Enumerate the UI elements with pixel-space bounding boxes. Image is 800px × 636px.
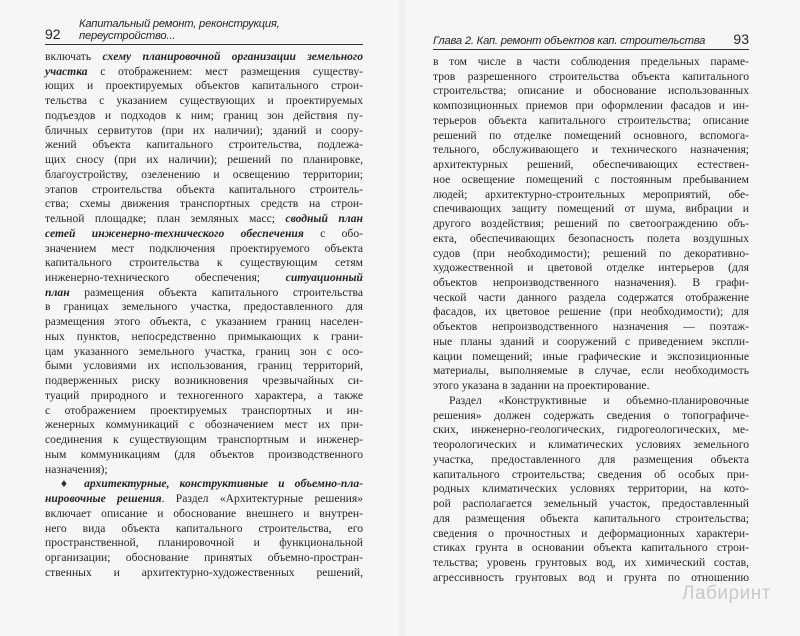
body-text: объектов непроизводственного назначения — поэтаж-: [433, 320, 749, 334]
text-line: [433, 276, 749, 291]
body-text: пространственной, планировочной и функциональной: [45, 536, 363, 550]
text-line: [45, 271, 363, 286]
emphasized-text: схему планировочной организации земельного: [102, 50, 363, 63]
text-line: [45, 242, 363, 257]
body-text: судов (при необходимости); решений по декоративно-: [433, 246, 749, 260]
text-line: [45, 566, 363, 581]
body-text: капитального строительства к существующим сетям: [45, 256, 363, 270]
body-text: размещения этого объекта, с указанием границ населен-: [45, 315, 363, 329]
body-text: включает описание и обоснование внешнего и внутрен-: [45, 506, 363, 520]
text-line: [45, 50, 363, 65]
text-line: [45, 256, 363, 271]
body-text: фасадов, их цветовое решение (при необходимости); для: [433, 305, 749, 319]
body-text: спечивающих защиту помещений от шума, вибрации и: [433, 202, 749, 216]
text-line: [45, 168, 363, 183]
text-line: [45, 551, 363, 566]
book-gutter: [398, 0, 406, 636]
text-line: [433, 556, 749, 571]
text-line: [433, 394, 749, 409]
text-line: [45, 418, 363, 433]
text-line: [433, 350, 749, 365]
body-text: с обо-: [303, 226, 363, 240]
text-line: [433, 247, 749, 262]
text-line: [433, 335, 749, 350]
body-text: композиционных приемов при оформлении фасадов и ин-: [433, 99, 749, 113]
text-line: [433, 497, 749, 512]
text-line: [45, 79, 363, 94]
body-text: быми условиями их использования, границ территорий,: [45, 359, 363, 373]
body-text: объектов непроизводственного назначения). В графи-: [433, 276, 749, 290]
body-text: ческой части данного раздела содержатся отображение: [433, 290, 749, 304]
body-text: ства; схемы движения транспортных средств на строи-: [45, 197, 363, 211]
text-line: [433, 84, 749, 99]
body-text: цам указанного земельного участка, границ зон с осо-: [45, 344, 363, 358]
body-text: ственных и архитектурно-художественных решений,: [45, 565, 363, 579]
body-text: назначения);: [45, 462, 108, 476]
text-line: [433, 364, 749, 379]
body-text: соединения к существующим транспортным и инженер-: [45, 433, 363, 447]
text-line: [45, 330, 363, 345]
body-text: щих сносу (при их наличии); решений по планировке,: [45, 153, 363, 167]
text-line: [433, 261, 749, 276]
body-text: другого воздействия; решений по светоограждению объ-: [433, 217, 749, 231]
text-line: [45, 389, 363, 404]
page-number: 93: [733, 31, 749, 47]
text-line: [45, 212, 363, 227]
emphasized-text: ситуационный: [285, 271, 363, 285]
right-page-body: [433, 55, 749, 585]
body-text: рой располагается земельный участок, предоставленный: [433, 497, 749, 511]
text-line: [45, 153, 363, 168]
emphasized-text: участка: [45, 64, 88, 78]
text-line: [45, 227, 363, 242]
emphasized-text: архитектурные, конструктивные и объемно-пла-: [84, 477, 363, 491]
body-text: ные планы зданий и сооружений с приведением экспли-: [433, 334, 749, 348]
text-line: [433, 305, 749, 320]
body-text: ных пунктов, непосредственно примыкающих к грани-: [45, 329, 363, 343]
text-line: [433, 99, 749, 114]
body-text: тельной площадке; план земляных масс;: [45, 212, 286, 226]
text-line: [433, 202, 749, 217]
emphasized-text: сводный план: [285, 212, 363, 226]
text-line: [433, 232, 749, 247]
emphasized-text: сетей инженерно-технического обеспечения: [45, 226, 304, 240]
page-number: 92: [45, 26, 61, 42]
body-text: в том числе в части соблюдения предельных параме-: [433, 55, 749, 68]
text-line: [45, 463, 363, 478]
text-line: [45, 448, 363, 463]
text-line: [433, 70, 749, 85]
emphasized-text: нировочные решения: [45, 492, 162, 506]
running-title: Капитальный ремонт, реконструкция, переустройство...: [79, 18, 280, 42]
body-text: участка, предоставленного для размещения объекта: [433, 452, 749, 466]
body-text: людей; архитектурно-строительных мероприятий, обе-: [433, 187, 749, 201]
body-text: тров разрешенного строительства объекта капитального: [433, 69, 749, 83]
body-text: материалы, выполняемые в случае, если необходимость: [433, 364, 749, 378]
body-text: тельства; уровень грунтовых вод, их химический состав,: [433, 555, 749, 569]
text-line: [433, 453, 749, 468]
body-text: с отображением: мест размещения существу-: [87, 64, 363, 78]
body-text: терьеров объекта капитального строительства; описание: [433, 113, 749, 127]
text-line: [45, 477, 363, 492]
text-line: [433, 291, 749, 306]
body-text: значением мест подключения проектируемого объекта: [45, 241, 363, 255]
text-line: [433, 114, 749, 129]
body-text: бличных сервитутов (при их наличии); зданий и соору-: [45, 123, 363, 137]
left-page-body: [45, 50, 363, 580]
body-text: размещения объекта капитального строительства: [69, 285, 363, 299]
text-line: [45, 65, 363, 80]
text-line: [45, 507, 363, 522]
text-line: [433, 320, 749, 335]
emphasized-text: план: [45, 285, 70, 299]
body-text: с отображением проектируемых транспортных и ин-: [45, 403, 363, 417]
text-line: [45, 109, 363, 124]
body-text: этого указана в задании на проектирование.: [433, 379, 650, 393]
text-line: [433, 143, 749, 158]
body-text: включать: [45, 50, 103, 63]
body-text: решений по отделке помещений основного, вспомога-: [433, 128, 749, 142]
text-line: [433, 173, 749, 188]
text-line: [433, 129, 749, 144]
text-line: [433, 409, 749, 424]
body-text: ное освещение помещений с постоянным пребыванием: [433, 172, 749, 186]
body-text: тельного, обслуживающего и технического назначения;: [433, 143, 749, 157]
text-line: [45, 124, 363, 139]
body-text: теорологических и климатических условиях земельного: [433, 438, 749, 452]
body-text: в границах земельного участка, предоставленного для: [45, 300, 363, 314]
text-line: [433, 158, 749, 173]
body-text: . Раздел «Архитектурные решения»: [161, 492, 364, 506]
text-line: [433, 423, 749, 438]
body-text: решения» должен содержать сведения о топографиче-: [433, 408, 749, 422]
body-text: него вида объекта капитального строительства, его: [45, 521, 363, 535]
text-line: [433, 468, 749, 483]
right-page-header: [433, 29, 749, 50]
body-text: кации помещений; иные графические и экспозиционные: [433, 349, 749, 363]
text-line: [433, 217, 749, 232]
text-line: [45, 138, 363, 153]
body-text: сведения о прочностных и деформационных характери-: [433, 526, 749, 540]
body-text: художественной и цветовой отделке интерьеров (для: [433, 261, 749, 275]
body-text: родных климатических условиях территории, на кото-: [433, 482, 749, 496]
text-line: [45, 536, 363, 551]
text-line: [45, 492, 363, 507]
body-text: для размещения объекта капитального строительства;: [433, 511, 749, 525]
body-text: подверженных риску возникновения чрезвычайных си-: [45, 374, 363, 388]
body-text: ющих и проектируемых объектов капитального строи-: [45, 79, 363, 93]
body-text: агрессивность грунтовых вод и грунта по отношению: [433, 570, 749, 584]
text-line: [433, 482, 749, 497]
text-line: [45, 94, 363, 109]
body-text: инженерно-технического обеспечения;: [45, 271, 286, 285]
body-text: туаций природного и техногенного характера, а также: [45, 388, 363, 402]
body-text: организации; обоснование принятых объемно-простран-: [45, 550, 363, 564]
body-text: тельства с указанием существующих и проектируемых: [45, 94, 363, 108]
text-line: [45, 374, 363, 389]
text-line: [45, 359, 363, 374]
text-line: [45, 315, 363, 330]
body-text: жений объекта капитального строительства, подлежа-: [45, 138, 363, 152]
text-line: [433, 55, 749, 70]
body-text: благоустройству, озеленению и освещению территории;: [45, 167, 363, 181]
body-text: стиках грунта в основании объекта капитального строи-: [433, 541, 749, 555]
text-line: [45, 300, 363, 315]
body-text: ным коммуникациям (для объектов производственного: [45, 447, 363, 461]
text-line: [433, 541, 749, 556]
text-line: [45, 183, 363, 198]
body-text: екта, обеспечивающих безопасность полета воздушных: [433, 231, 749, 245]
text-line: [45, 522, 363, 537]
body-text: архитектурных решений, обеспечивающих естествен-: [433, 158, 749, 172]
labirint-watermark: Лабиринт: [682, 583, 771, 604]
left-page-header: [45, 18, 363, 45]
text-line: [433, 527, 749, 542]
running-title: Глава 2. Кап. ремонт объектов кап. строительства: [433, 35, 706, 47]
text-line: [45, 286, 363, 301]
text-line: [45, 433, 363, 448]
body-text: этапов строительства объекта капитального строитель-: [45, 182, 363, 196]
body-text: капитального строительства; сведения об особых при-: [433, 467, 749, 481]
body-text: подъездов и подходов к ним; границ зон действия пу-: [45, 108, 363, 122]
body-text: ♦: [61, 477, 85, 491]
text-line: [433, 379, 749, 394]
text-line: [45, 197, 363, 212]
text-line: [45, 345, 363, 360]
text-line: [433, 188, 749, 203]
text-line: [433, 438, 749, 453]
text-line: [433, 512, 749, 527]
body-text: Раздел «Конструктивные и объемно-планировочные: [449, 393, 749, 407]
body-text: ских, инженерно-геологических, гидрогеологических, ме-: [433, 423, 749, 437]
body-text: женерных коммуникаций с обозначением мест их при-: [45, 418, 363, 432]
body-text: строительства; описание и обоснование использованных: [433, 84, 749, 98]
text-line: [45, 404, 363, 419]
